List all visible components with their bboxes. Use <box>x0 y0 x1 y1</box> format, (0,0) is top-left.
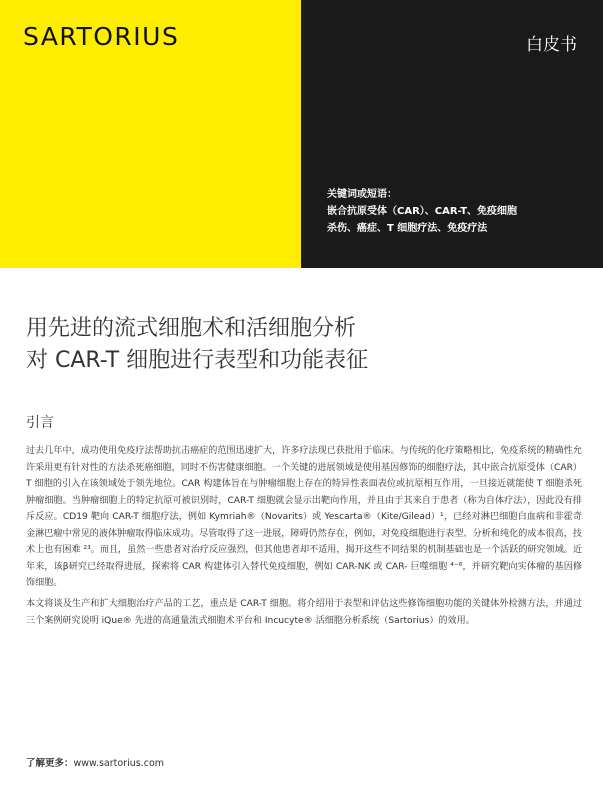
footer <box>26 755 164 769</box>
document-title <box>26 313 586 377</box>
header-dark-panel <box>301 0 603 268</box>
document-type-label: 白皮书 <box>526 35 577 55</box>
title-line-1: 用先进的流式细胞术和活细胞分析 <box>26 316 357 341</box>
section-heading-introduction: 引言 <box>26 415 54 431</box>
keywords-block <box>327 186 587 237</box>
sartorius-logo: SARTORIUS <box>23 22 180 51</box>
body-paragraph-2: 本文将谈及生产和扩大细胞治疗产品的工艺，重点是 CAR-T 细胞。将介绍用于表型和评估这些修饰细胞功能的关键体外检测方法，并通过三个案例研究说明 iQue® 先进的高通量流式细胞术平台和 Incucyte® 活细胞分析系统（Sartorius）的效用。 <box>26 599 582 626</box>
keywords-line-2: 杀伤、癌症、T 细胞疗法、免疫疗法 <box>327 223 488 234</box>
footer-url-link[interactable]: www.sartorius.com <box>73 758 165 769</box>
body-paragraph-1: 过去几年中，成功使用免疫疗法帮助抗击癌症的范围迅速扩大，许多疗法现已获批用于临床。与传统的化疗策略相比，免疫系统的精确性允许采用更有针对性的方法杀死癌细胞，同时不伤害健康细胞。一个关键的进展领域是使用基因修饰的细胞疗法，其中嵌合抗原受体（CAR）T 细胞的引入在该领域处于领先地位。CAR 构建体旨在与肿瘤细胞上存在的特异性表面表位或抗原相互作用，一旦接近就能使 T 细胞杀死肿瘤细胞。当肿瘤细胞上的特定抗原可被识别时，CAR-T 细胞就会显示出靶向作用，并且由于其来自于患者（称为自体疗法），因此没有排斥反应。CD19 靶向 CAR-T 细胞疗法，例如 Kymriah®（Novarits）或 Yescarta®（Kite/Gilead）¹，已经对淋巴细胞白血病和非霍奇金淋巴瘤中常见的液体肿瘤取得临床成功。尽管取得了这一进展，障碍仍然存在，例如，对免疫细胞进行表型、分析和纯化的成本很高，技术上也有困难 ²³。而且，虽然一些患者对治疗反应强烈，但其他患者却不适用，揭开这些不同结果的机制基础也是一个活跃的研究领域。近年来，该β研究已经取得进展，探索将 CAR 构建体引入替代免疫细胞，例如 CAR-NK 或 CAR- 巨噬细胞 ⁴⁻⁶，并研究靶向实体瘤的基因修饰细胞。 <box>26 446 582 588</box>
title-line-2: 对 CAR-T 细胞进行表型和功能表征 <box>26 348 369 373</box>
keywords-line-1: 嵌合抗原受体（CAR）、CAR-T、免疫细胞 <box>327 206 518 217</box>
footer-label: 了解更多： <box>26 758 74 769</box>
page-header <box>0 0 603 268</box>
keywords-label: 关键词或短语： <box>327 189 397 200</box>
header-yellow-panel <box>0 0 301 268</box>
